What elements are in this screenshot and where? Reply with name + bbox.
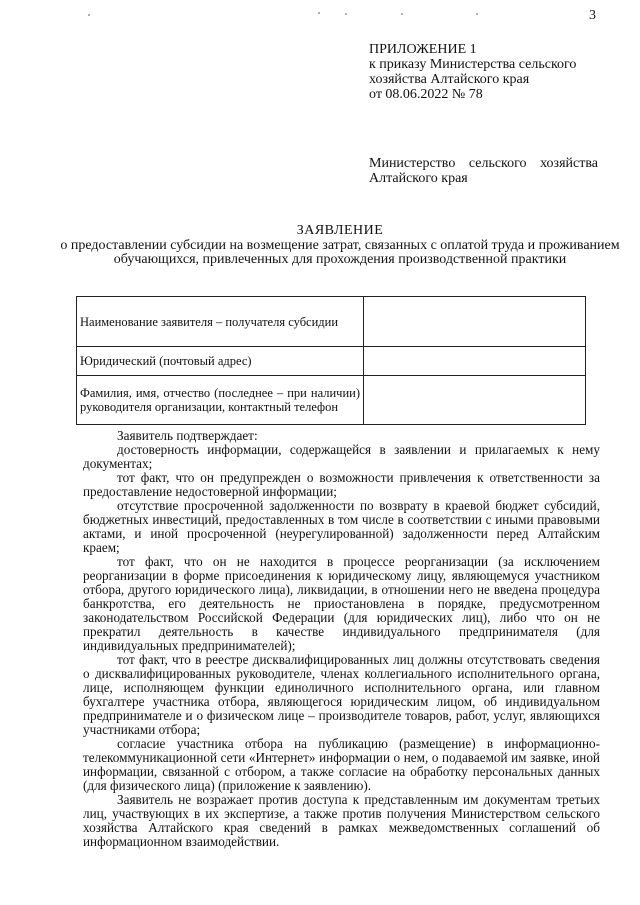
body-paragraph: отсутствие просроченной задолженности по возврату в краевой бюджет субсидий, бюджетных инвестиций, предоставленных в том числе в соответствии с иными правовыми актами, и иной просроченной (неурегулированной) задолженности перед Алтайским краем; bbox=[83, 498, 600, 555]
table-cell-label: Юридический (почтовый адрес) bbox=[77, 347, 364, 376]
applicant-info-table bbox=[76, 296, 586, 425]
scan-speck bbox=[401, 13, 403, 15]
table-cell-label: Наименование заявителя – получателя субсидии bbox=[77, 297, 364, 347]
body-paragraph: Заявитель подтверждает: bbox=[117, 428, 258, 443]
document-title: ЗАЯВЛЕНИЕ bbox=[296, 223, 384, 238]
table-cell-value bbox=[364, 297, 586, 347]
body-paragraph: тот факт, что в реестре дисквалифицированных лиц должны отсутствовать сведения о дисквалифицированных руководителе, членах коллегиального исполнительного органа, лице, исполняющем функции единоличного исполнительного органа, или главном бухгалтере участника отбора, являющегося юридическим лицом, об индивидуальном предпринимателе и о физическом лице – производителе товаров, работ, услуг, являющихся участниками отбора; bbox=[83, 652, 600, 737]
page-number: 3 bbox=[589, 8, 596, 23]
document-title-block bbox=[60, 224, 620, 267]
body-paragraph: согласие участника отбора на публикацию (размещение) в информационно-телекоммуникационной сети «Интернет» информации о нем, о подаваемой им заявке, иной информации, связанной с отбором, а также согласие на обработку персональных данных (для физического лица) (приложение к заявлению). bbox=[83, 736, 600, 793]
body-paragraph: достоверность информации, содержащейся в заявлении и прилагаемых к нему документах; bbox=[83, 442, 600, 471]
document-body bbox=[83, 429, 600, 849]
document-subtitle: о предоставлении субсидии на возмещение затрат, связанных с оплатой труда и проживанием обучающихся, привлеченных для прохождения производственной практики bbox=[60, 238, 620, 267]
scan-speck bbox=[345, 13, 347, 15]
table-cell-value bbox=[364, 376, 586, 425]
table-row bbox=[77, 297, 586, 347]
addressee-line-2: Алтайского края bbox=[369, 171, 468, 186]
annex-header bbox=[369, 42, 629, 102]
table-row bbox=[77, 376, 586, 425]
addressee-block bbox=[369, 156, 598, 186]
scan-speck bbox=[318, 12, 320, 14]
annex-order-date: от 08.06.2022 № 78 bbox=[369, 87, 483, 102]
annex-order-ref: к приказу Министерства сельского хозяйства Алтайского края bbox=[369, 57, 577, 87]
body-paragraph: тот факт, что он не находится в процессе реорганизации (за исключением реорганизации в форме присоединения к юридическому лицу, являющемуся участником отбора, другого юридического лица), ликвидации, в отношении него не введена процедура банкротства, его деятельность не приостановлена в порядке, предусмотренном законодательством Российской Федерации (для юридических лиц), либо что он не прекратил деятельность в качестве индивидуального предпринимателя (для индивидуальных предпринимателей); bbox=[83, 554, 600, 653]
annex-title: ПРИЛОЖЕНИЕ 1 bbox=[369, 42, 477, 57]
scan-speck bbox=[476, 13, 478, 15]
addressee-line-1: Министерство сельского хозяйства bbox=[369, 156, 598, 171]
scan-speck bbox=[88, 14, 90, 16]
table-row bbox=[77, 347, 586, 376]
body-paragraph: тот факт, что он предупрежден о возможности привлечения к ответственности за предоставление недостоверной информации; bbox=[83, 470, 600, 499]
table-cell-value bbox=[364, 347, 586, 376]
table-cell-label: Фамилия, имя, отчество (последнее – при наличии) руководителя организации, контактный телефон bbox=[77, 376, 364, 425]
body-paragraph: Заявитель не возражает против доступа к представленным им документам третьих лиц, участвующих в их экспертизе, а также против получения Министерством сельского хозяйства Алтайского края сведений в рамках межведомственных соглашений об информационном взаимодействии. bbox=[83, 792, 600, 849]
